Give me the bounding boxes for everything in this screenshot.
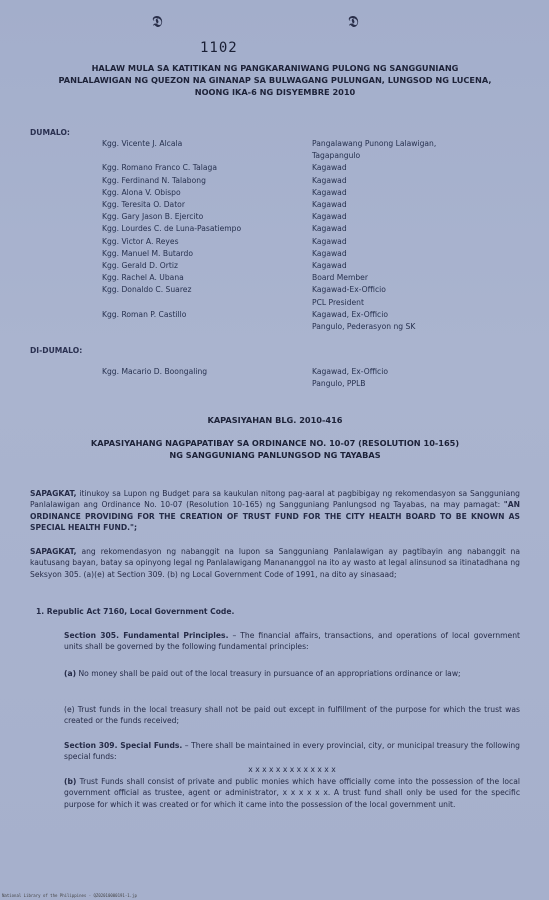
heading-line: PANLALAWIGAN NG QUEZON NA GINANAP SA BULWAGANG PULUNGAN, LUNGSOD NG LUCENA,: [58, 75, 492, 85]
member-name: Kgg. Gary Jason B. Ejercito: [102, 212, 204, 222]
section-305-e: (e) Trust funds in the local treasury shall not be paid out except in fulfillment of the purpose for which the trust was created or the funds received;: [64, 705, 520, 726]
member-role: Kagawad: [312, 224, 347, 234]
member-role: Kagawad: [312, 212, 347, 222]
section-heading: Section 305. Fundamental Principles.: [64, 631, 229, 640]
member-name: Kgg. Donaldo C. Suarez: [102, 285, 192, 295]
member-name: Kgg. Manuel M. Butardo: [102, 248, 193, 258]
member-role: Pangulo, Pederasyon ng SK: [312, 322, 416, 331]
punch-hole-mark-left: 𝕯: [152, 12, 163, 31]
whereas-clause-2: [30, 546, 520, 580]
clause-tag: (b): [64, 777, 77, 786]
member-role: Pangulo, PPLB: [312, 379, 366, 389]
heading-line: HALAW MULA SA KATITIKAN NG PANGKARANIWANG PULONG NG SANGGUNIANG: [91, 63, 459, 73]
resolution-number: KAPASIYAHAN BLG. 2010-416: [207, 415, 343, 425]
punch-hole-mark-right: 𝕯: [348, 12, 359, 31]
member-name: Kgg. Gerald D. Ortiz: [102, 261, 178, 270]
resolution-title-line: KAPASIYAHANG NAGPAPATIBAY SA ORDINANCE NO. 10-07 (RESOLUTION 10-165): [90, 438, 460, 448]
section-body: – There shall be maintained in every provincial, city, or municipal treasury the following special funds:: [64, 741, 521, 762]
scan-footer: National Library of the Philippines · QZ02010000191-1.jp: [2, 893, 137, 898]
member-role: Kagawad: [312, 200, 347, 209]
member-name: Kgg. Rachel A. Ubana: [102, 273, 184, 283]
resolution-title-line: NG SANGGUNIANG PANLUNGSOD NG TAYABAS: [169, 450, 381, 460]
whereas-body: ang rekomendasyon ng nabanggit na lupon sa Sangguniang Panlalawigan ay pagtibayin ang nabanggit na kautusang bayan, batay sa opinyong legal ng Panlalawigang Manananggol na ito ay wasto at legal alinsunod sa itinatadhana ng Seksyon 305. (a)(e) at Section 309. (b) ng Local Government Code of 1991, na dito ay sinasaad;: [30, 547, 520, 579]
clause-text: Trust Funds shall consist of private and public monies which have officially come into the possession of the local government official as trustee, agent or administrator, x x x x x x. A trust fund shall only be used for the specific purpose for which it was created or for which it came into the possession of the local government unit.: [64, 777, 520, 809]
member-name: Kgg. Lourdes C. de Luna-Pasatiempo: [102, 224, 242, 234]
section-heading: Section 309. Special Funds.: [64, 741, 183, 750]
law-reference: 1. Republic Act 7160, Local Government Code.: [36, 607, 235, 616]
document-heading: [20, 62, 530, 98]
member-name: Kgg. Roman P. Castillo: [102, 309, 187, 319]
heading-line: NOONG IKA-6 NG DISYEMBRE 2010: [194, 87, 356, 97]
clause-tag: (a): [64, 669, 77, 678]
ellipsis-marks: x x x x x x x x x x x x x: [248, 765, 336, 774]
member-name: Kgg. Romano Franco C. Talaga: [102, 163, 217, 173]
section-305: [64, 630, 520, 653]
section-body: – The financial affairs, transactions, and operations of local government units shall be governed by the following fundamental principles:: [64, 631, 521, 652]
member-role: Kagawad: [312, 236, 347, 246]
section-309-b: [64, 776, 520, 810]
member-name: Kgg. Alona V. Obispo: [102, 187, 181, 197]
whereas-lead: SAPAGKAT,: [30, 489, 77, 498]
whereas-body: itinukoy sa Lupon ng Budget para sa kaukulan nitong pag-aaral at pagbibigay ng rekomendasyon sa Sangguniang Panlalawigan ang Ordinance No. 10-07 (Resolution 10-165) ng Sangguniang Panlungsod ng Tayabas, na may pamagat:: [30, 489, 520, 510]
resolution-title: [20, 437, 530, 461]
clause-text: No money shall be paid out of the local treasury in pursuance of an appropriations ordinance or law;: [76, 669, 461, 678]
member-role: Kagawad: [312, 175, 347, 185]
section-309: [64, 740, 520, 763]
page-number: 1102: [200, 40, 238, 56]
member-role: PCL President: [312, 297, 364, 307]
member-name: Kgg. Macario D. Boongaling: [102, 367, 208, 376]
member-role: Kagawad: [312, 187, 347, 197]
member-name: Kgg. Teresita O. Dator: [102, 200, 185, 209]
member-name: Kgg. Victor A. Reyes: [102, 236, 179, 246]
absent-label: DI-DUMALO:: [30, 346, 83, 355]
section-305-a: [64, 668, 520, 679]
member-name: Kgg. Vicente J. Alcala: [102, 139, 183, 148]
member-role: Kagawad, Ex-Officio: [312, 367, 388, 376]
member-role: Kagawad: [312, 163, 347, 173]
member-role: Kagawad-Ex-Officio: [312, 285, 386, 295]
whereas-lead: SAPAGKAT,: [30, 547, 77, 556]
member-role: Tagapangulo: [312, 151, 361, 161]
member-role: Board Member: [312, 273, 368, 283]
ordinance-title: "AN ORDINANCE PROVIDING FOR THE CREATION OF TRUST FUND FOR THE CITY HEALTH BOARD TO BE KNOWN AS SPECIAL HEALTH FUND.";: [30, 500, 520, 533]
member-role: Kagawad, Ex-Officio: [312, 309, 388, 319]
whereas-clause-1: [30, 488, 520, 534]
present-label: DUMALO:: [30, 128, 70, 137]
member-role: Pangalawang Punong Lalawigan,: [312, 139, 437, 148]
member-role: Kagawad: [312, 261, 347, 270]
member-role: Kagawad: [312, 248, 347, 258]
member-name: Kgg. Ferdinand N. Talabong: [102, 175, 206, 185]
